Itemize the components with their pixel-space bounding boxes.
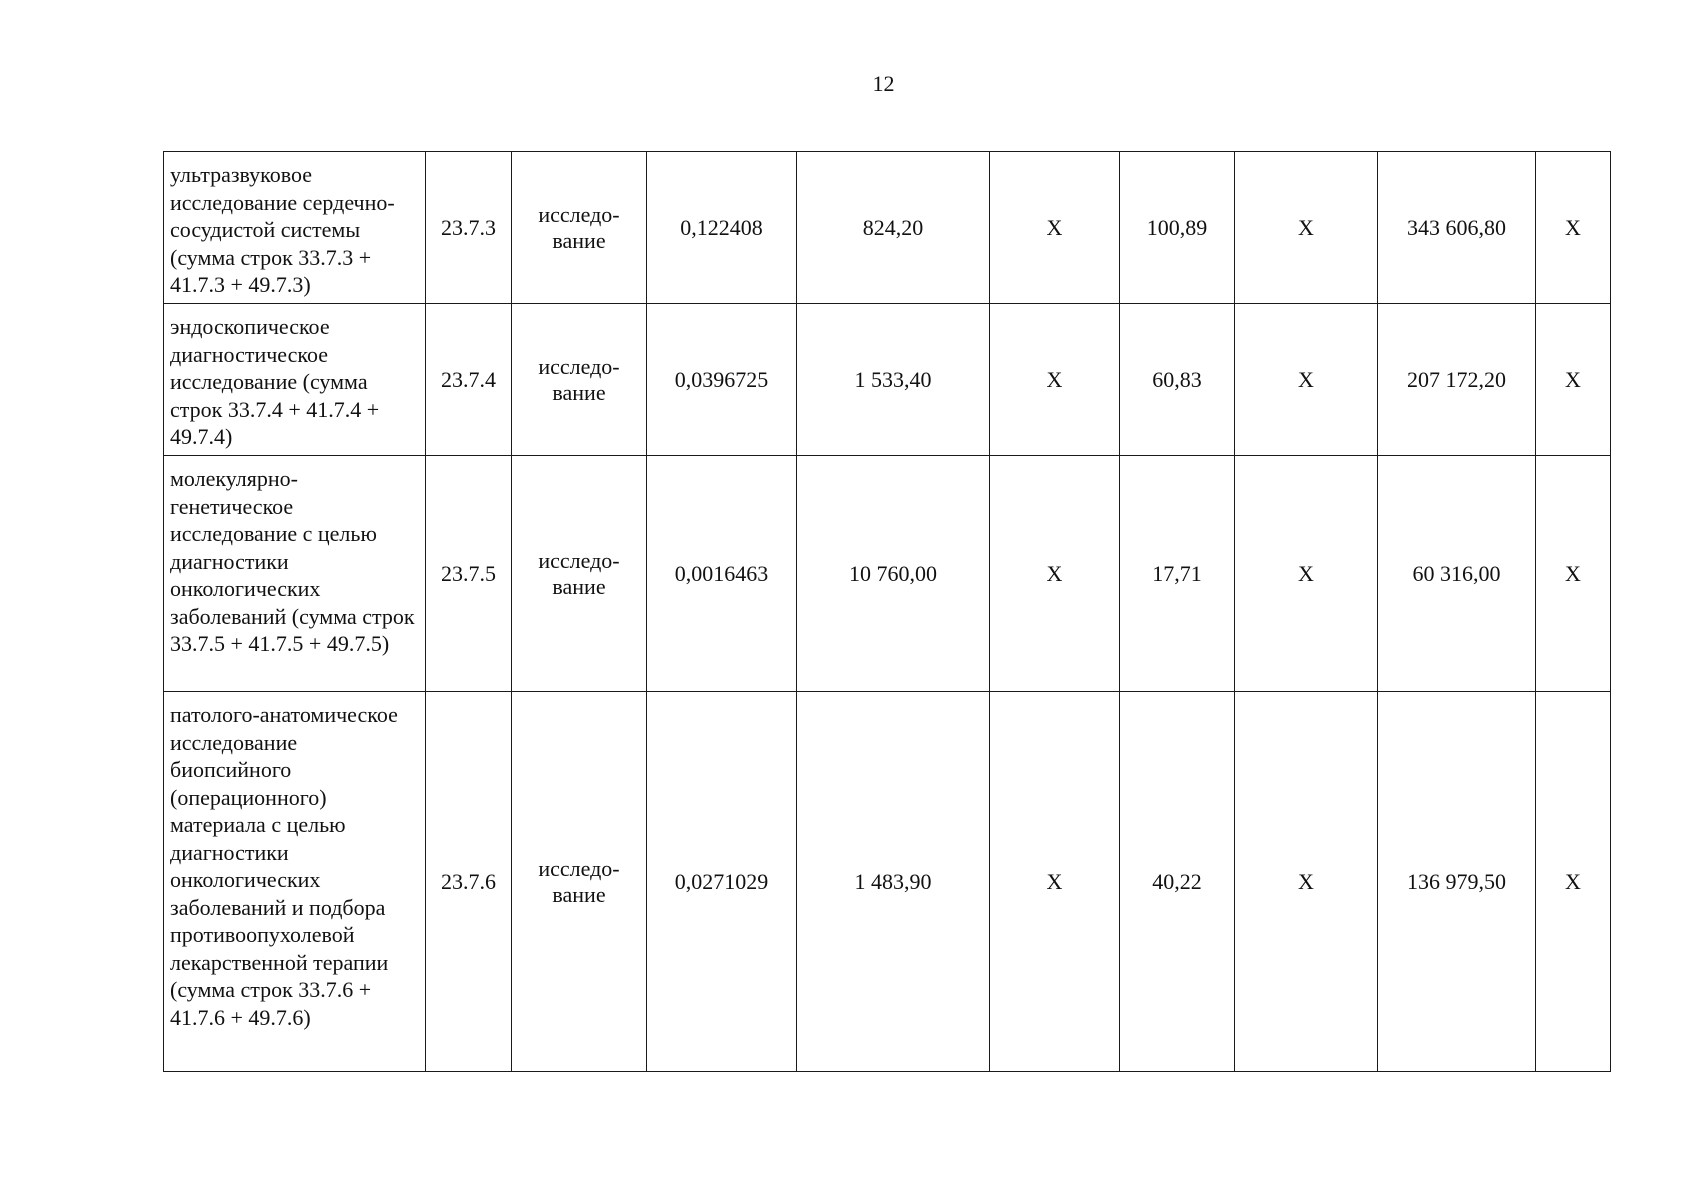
unit-line-1: исследо-	[538, 353, 620, 379]
unit-line-1: исследо-	[538, 201, 620, 227]
col9-value: 60 316,00	[1412, 560, 1501, 586]
col6-cell	[990, 456, 1120, 692]
unit-line-1: исследо-	[538, 547, 620, 573]
row-code-cell	[426, 692, 512, 1072]
col10-cell	[1536, 304, 1611, 456]
row-code-cell	[426, 456, 512, 692]
unit-line-1: исследо-	[538, 855, 620, 881]
unit-cell	[512, 456, 647, 692]
row-code: 23.7.5	[441, 560, 496, 586]
service-name-cell	[164, 692, 426, 1072]
unit-cell	[512, 304, 647, 456]
row-code: 23.7.6	[441, 868, 496, 894]
unit-cell	[512, 152, 647, 304]
service-name-cell	[164, 456, 426, 692]
cost-cell	[797, 152, 990, 304]
col8-value: Х	[1298, 214, 1314, 240]
col10-value: Х	[1565, 868, 1581, 894]
col7-value: 40,22	[1152, 868, 1202, 894]
cost-cell	[797, 304, 990, 456]
service-name: ультразвуковое исследование сердечно-сосудистой системы (сумма строк 33.7.3 + 41.7.3 + 49.7.3)	[170, 162, 395, 297]
col9-cell	[1378, 456, 1536, 692]
col10-cell	[1536, 692, 1611, 1072]
col6-value: Х	[1046, 560, 1063, 586]
cost-value: 10 760,00	[849, 560, 937, 586]
volume-value: 0,0016463	[674, 560, 769, 586]
col8-value: Х	[1298, 366, 1314, 392]
col6-value: Х	[1046, 214, 1063, 240]
col10-cell	[1536, 152, 1611, 304]
table-row	[164, 152, 1611, 304]
col8-value: Х	[1298, 560, 1314, 586]
col8-cell	[1235, 692, 1378, 1072]
col10-value: Х	[1565, 366, 1581, 392]
row-code-cell	[426, 304, 512, 456]
cost-cell	[797, 456, 990, 692]
col10-value: Х	[1565, 560, 1581, 586]
volume-cell	[647, 304, 797, 456]
col8-value: Х	[1298, 868, 1314, 894]
col7-value: 60,83	[1152, 366, 1202, 392]
volume-cell	[647, 692, 797, 1072]
table-row	[164, 456, 1611, 692]
col9-value: 343 606,80	[1407, 214, 1506, 240]
col7-cell	[1120, 456, 1235, 692]
col6-value: Х	[1046, 366, 1063, 392]
unit-cell	[512, 692, 647, 1072]
col7-cell	[1120, 692, 1235, 1072]
unit-line-2: вание	[552, 881, 606, 907]
col9-value: 207 172,20	[1407, 366, 1506, 392]
volume-value: 0,0396725	[674, 366, 769, 392]
volume-cell	[647, 152, 797, 304]
col7-value: 100,89	[1146, 214, 1208, 240]
col9-value: 136 979,50	[1407, 868, 1506, 894]
col6-value: Х	[1046, 868, 1063, 894]
cost-value: 1 533,40	[854, 366, 932, 392]
volume-cell	[647, 456, 797, 692]
table-row	[164, 692, 1611, 1072]
row-code: 23.7.4	[441, 366, 496, 392]
col7-cell	[1120, 304, 1235, 456]
unit-line-2: вание	[552, 379, 606, 405]
col10-value: Х	[1565, 214, 1581, 240]
data-table	[163, 151, 1611, 1072]
cost-cell	[797, 692, 990, 1072]
service-name-cell	[164, 152, 426, 304]
page-number: 12	[872, 71, 895, 96]
col8-cell	[1235, 152, 1378, 304]
col7-cell	[1120, 152, 1235, 304]
col9-cell	[1378, 304, 1536, 456]
col6-cell	[990, 692, 1120, 1072]
cost-value: 824,20	[862, 214, 924, 240]
col7-value: 17,71	[1152, 560, 1202, 586]
col6-cell	[990, 304, 1120, 456]
col8-cell	[1235, 304, 1378, 456]
col8-cell	[1235, 456, 1378, 692]
unit-line-2: вание	[552, 227, 606, 253]
col10-cell	[1536, 456, 1611, 692]
service-name: молекулярно-генетическое исследование с целью диагностики онкологических заболеваний (сумма строк 33.7.5 + 41.7.5 + 49.7.5)	[170, 466, 415, 656]
unit-line-2: вание	[552, 573, 606, 599]
row-code-cell	[426, 152, 512, 304]
col9-cell	[1378, 692, 1536, 1072]
service-name: эндоскопическое диагностическое исследование (сумма строк 33.7.4 + 41.7.4 + 49.7.4)	[170, 314, 380, 449]
cost-value: 1 483,90	[854, 868, 932, 894]
service-name: патолого-анатомическое исследование биопсийного (операционного) материала с целью диагностики онкологических заболеваний и подбора противоопухолевой лекарственной терапии (сумма строк 33.7.6 + 41.7.6 + 49.7.6)	[170, 702, 398, 1030]
row-code: 23.7.3	[441, 214, 496, 240]
table-row	[164, 304, 1611, 456]
service-name-cell	[164, 304, 426, 456]
volume-value: 0,0271029	[674, 868, 769, 894]
volume-value: 0,122408	[680, 214, 763, 240]
col6-cell	[990, 152, 1120, 304]
col9-cell	[1378, 152, 1536, 304]
